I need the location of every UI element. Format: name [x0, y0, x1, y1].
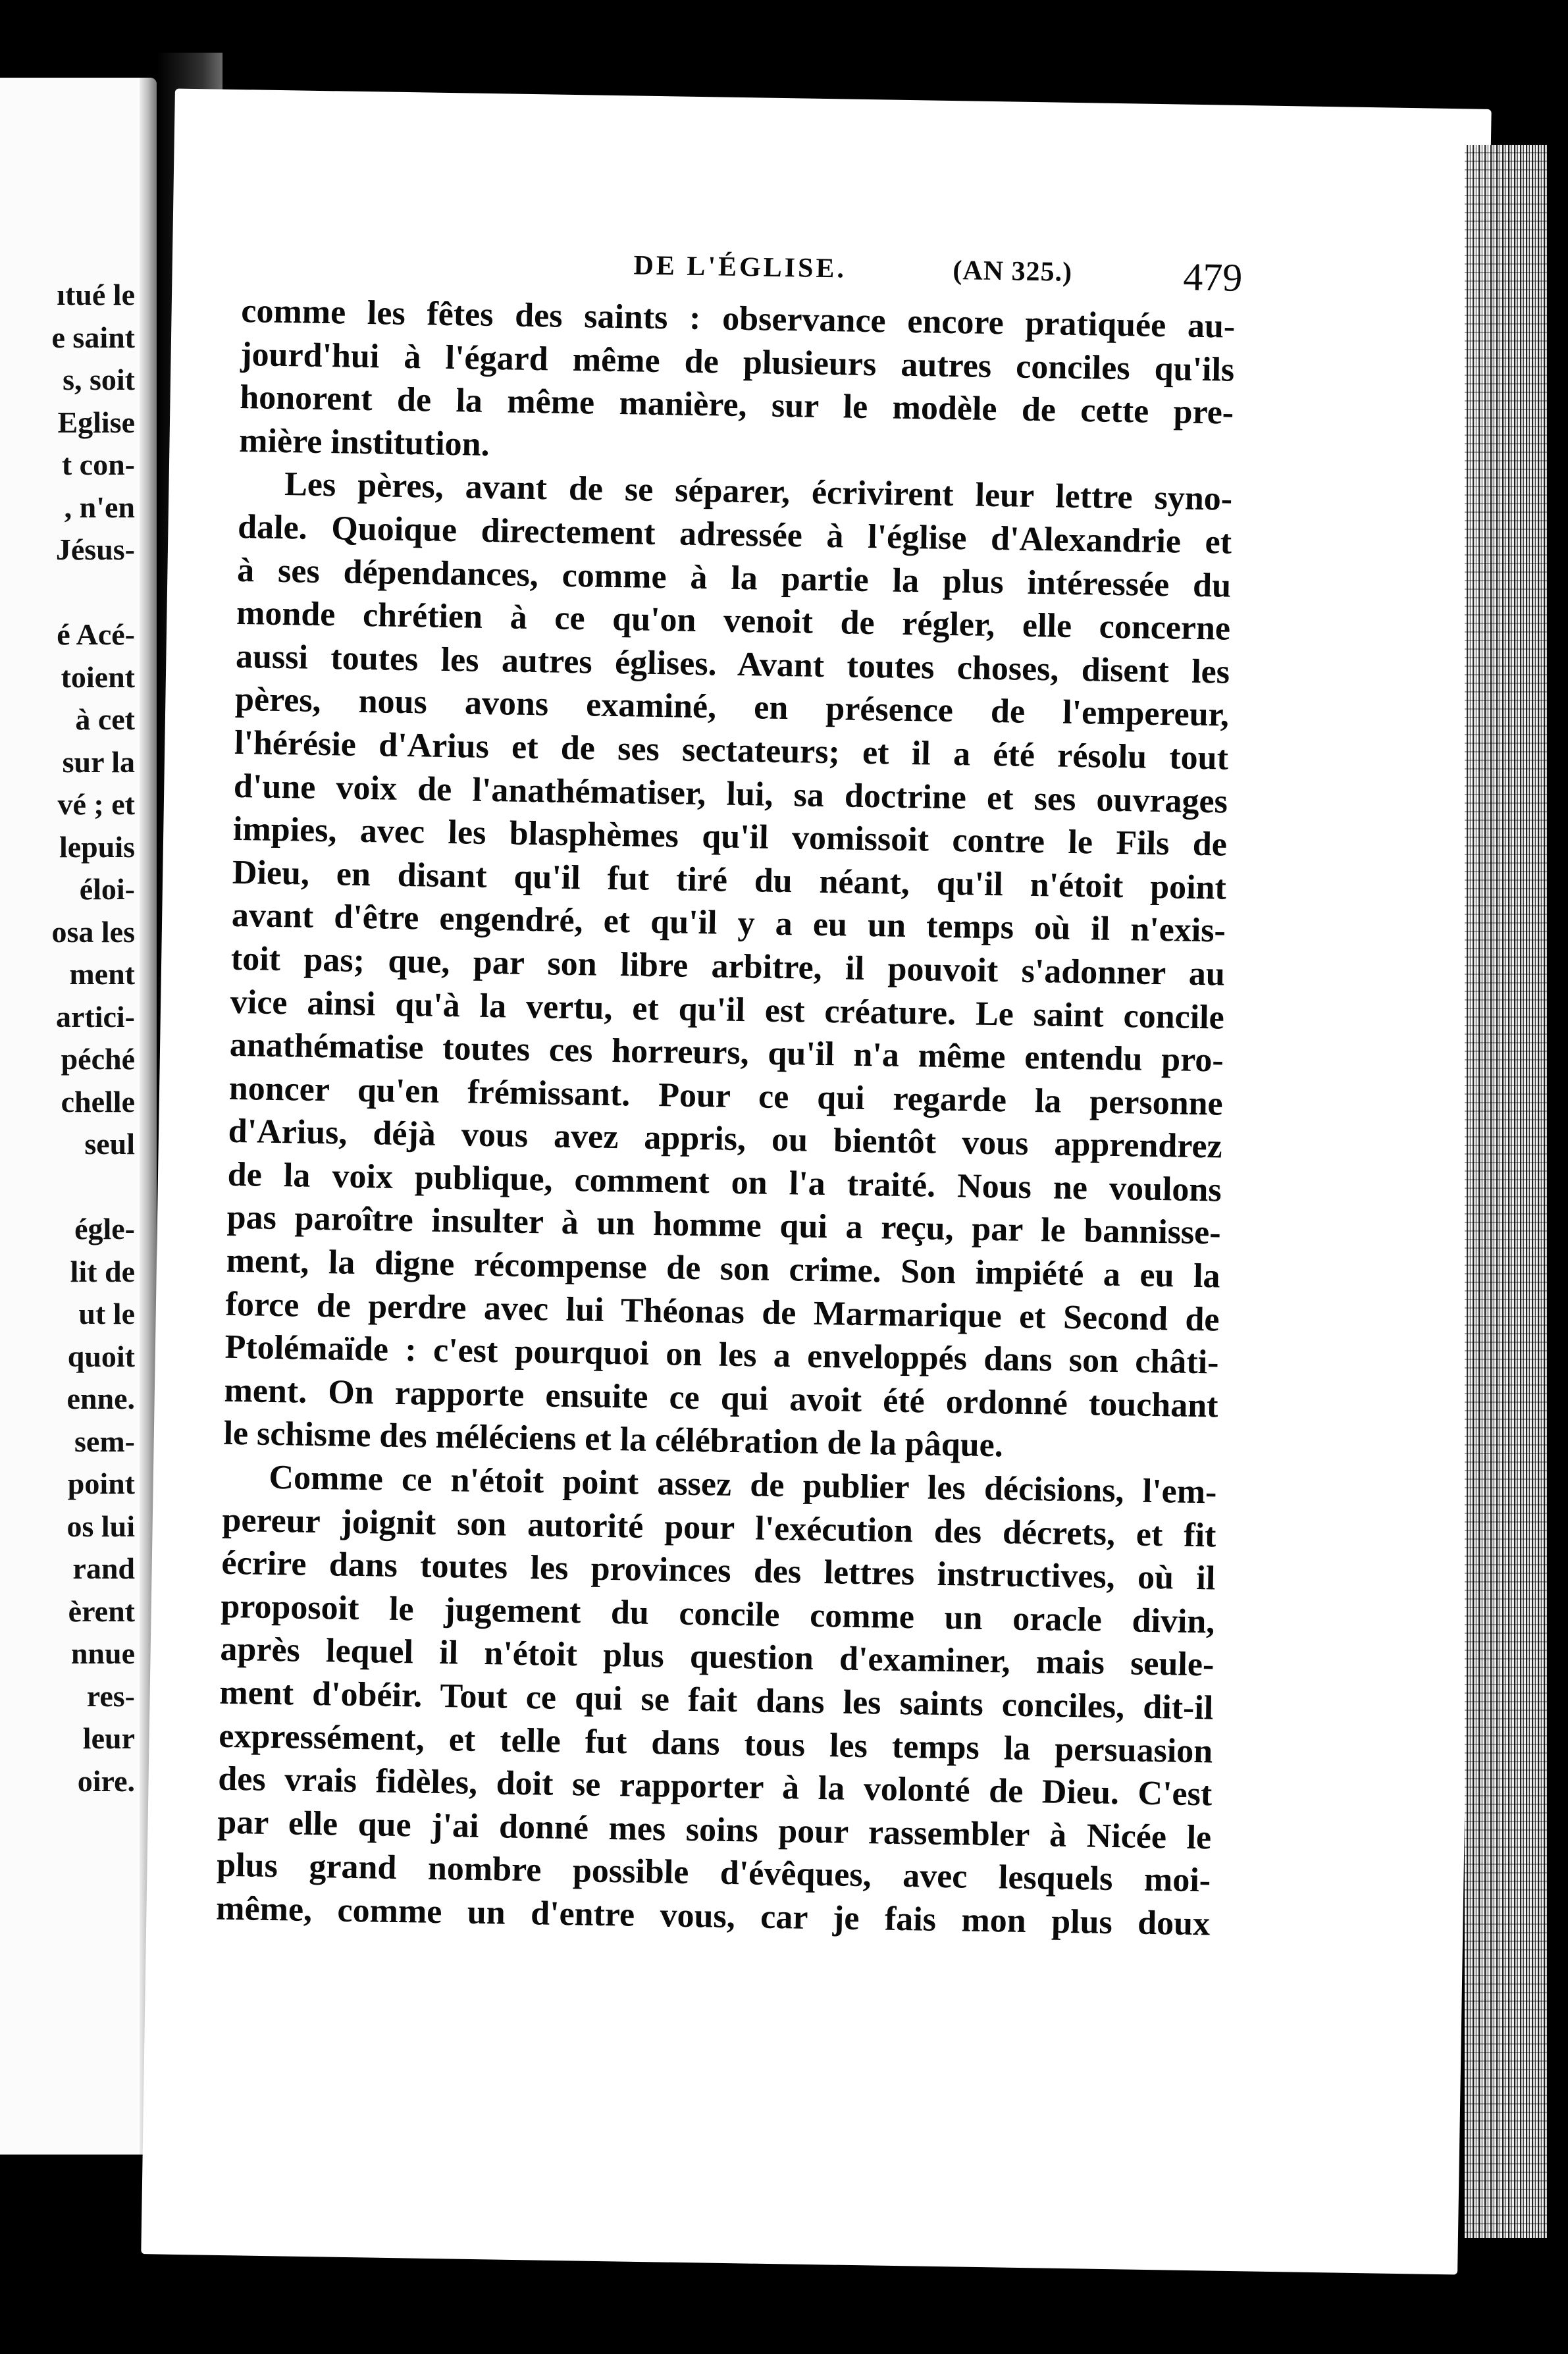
left-page-line: Eglise	[57, 405, 135, 439]
text-line: plus grand nombre possible d'évêques, avec lesquels moi-	[216, 1846, 1211, 1900]
left-page-line: à cet	[75, 702, 135, 736]
body-text	[216, 290, 1236, 1946]
left-page-fragment	[0, 78, 157, 2155]
page-edges-texture	[1465, 145, 1547, 2238]
text-line: toit pas; que, par son libre arbitre, il pouvoit s'adonner au	[230, 939, 1226, 993]
left-page-line: nnue	[70, 1636, 135, 1670]
text-line: même, comme un d'entre vous, car je fais mon plus doux	[215, 1889, 1211, 1943]
text-line: Ptolémaïde : c'est pourquoi on les a enveloppés dans son châti-	[224, 1328, 1219, 1382]
text-line: l'hérésie d'Arius et de ses sectateurs; et il a été résolu tout	[234, 723, 1229, 777]
text-line: monde chrétien à ce qu'on venoit de régler, elle concerne	[236, 594, 1231, 648]
running-title: DE L'ÉGLISE.	[633, 250, 847, 284]
text-line: anathématise toutes ces horreurs, qu'il n'a même entendu pro-	[229, 1026, 1224, 1080]
text-line: Dieu, en disant qu'il fut tiré du néant, qu'il n'étoit point	[232, 853, 1227, 907]
text-line: force de perdre avec lui Théonas de Marmarique et Second de	[225, 1285, 1220, 1339]
left-page-line: oire.	[77, 1764, 135, 1798]
left-page-line: sem-	[74, 1424, 135, 1458]
left-page-line	[0, 571, 135, 614]
left-page-line: ment	[69, 957, 135, 991]
text-line: à ses dépendances, comme à la partie la plus intéressée du	[236, 551, 1232, 605]
text-line: pas paroître insulter à un homme qui a reçu, par le bannisse-	[226, 1199, 1222, 1253]
left-page-line: ıtué le	[57, 278, 135, 311]
left-page-line: enne.	[66, 1382, 135, 1415]
left-page-line: lepuis	[59, 829, 135, 864]
left-page-line: rand	[72, 1552, 135, 1585]
text-line: ment. On rapporte ensuite ce qui avoit été ordonné touchant	[224, 1371, 1218, 1425]
text-line: jourd'hui à l'égard même de plusieurs autres conciles qu'ils	[240, 335, 1235, 389]
left-page-line	[0, 1166, 135, 1209]
text-line: d'une voix de l'anathématiser, lui, sa doctrine et ses ouvrages	[233, 767, 1228, 821]
text-line: mière institution.	[238, 421, 490, 463]
left-page-line: vé ; et	[57, 787, 135, 821]
running-year: (AN 325.)	[953, 255, 1073, 288]
text-line: ment d'obéir. Tout ce qui se fait dans les saints conciles, dit-il	[219, 1673, 1214, 1727]
left-page-line: égle-	[74, 1212, 135, 1245]
page-content	[215, 244, 1243, 1946]
text-line: Les pères, avant de se séparer, écrivirent leur lettre syno-	[284, 465, 1233, 519]
left-page-line: èrent	[68, 1594, 135, 1628]
text-line: comme les fêtes des saints : observance encore pratiquée au-	[240, 292, 1236, 346]
left-page-line: os lui	[66, 1509, 135, 1543]
left-page-line: res-	[86, 1679, 135, 1713]
left-page-line: , n'en	[64, 490, 135, 524]
text-line: des vrais fidèles, doit se rapporter à la volonté de Dieu. C'est	[217, 1760, 1213, 1814]
text-line: ment, la digne récompense de son crime. Son impiété a eu la	[226, 1242, 1220, 1295]
text-line: d'Arius, déjà vous avez appris, ou bientôt vous apprendrez	[228, 1112, 1223, 1166]
left-page-line: é Acé-	[57, 617, 135, 651]
text-line: pereur joignit son autorité pour l'exécution des décrets, et fit	[222, 1501, 1216, 1555]
left-page-line: s, soit	[63, 363, 135, 396]
left-page-line: Jésus-	[55, 533, 135, 566]
left-page-line: e saint	[51, 320, 135, 354]
text-line: noncer qu'en frémissant. Pour ce qui regarde la personne	[228, 1069, 1224, 1123]
text-line: proposoit le jugement du concile comme un oracle divin,	[221, 1587, 1215, 1641]
text-line: expressément, et telle fut dans tous les temps la persuasion	[218, 1717, 1213, 1771]
left-page-line: seul	[84, 1127, 135, 1161]
left-page-line: sur la	[62, 745, 135, 779]
text-line: de la voix publique, comment on l'a traité. Nous ne voulons	[227, 1155, 1222, 1209]
left-page-line: point	[67, 1467, 135, 1500]
left-page-line: éloi-	[79, 872, 135, 906]
text-line: le schisme des méléciens et la célébration de la pâque.	[223, 1415, 1004, 1465]
text-line: aussi toutes les autres églises. Avant toutes choses, disent les	[235, 637, 1230, 691]
left-page-line: leur	[82, 1721, 135, 1755]
text-line: dale. Quoique directement adressée à l'église d'Alexandrie et	[237, 508, 1232, 562]
text-line: après lequel il n'étoit plus question d'examiner, mais seule-	[220, 1631, 1215, 1684]
left-page-line: chelle	[61, 1084, 135, 1118]
left-page-text	[0, 274, 135, 1802]
text-line: honorent de la même manière, sur le modèle de cette pre-	[239, 379, 1234, 432]
left-page-line: t con-	[61, 448, 135, 481]
left-page-line: toient	[61, 660, 135, 694]
text-line: pères, nous avons examiné, en présence de l'empereur,	[234, 681, 1230, 734]
text-line: écrire dans toutes les provinces des lettres instructives, où il	[221, 1544, 1216, 1598]
text-line: avant d'être engendré, et qu'il y a eu un temps où il n'exis-	[231, 897, 1226, 950]
text-line: Comme ce n'étoit point assez de publier les décisions, l'em-	[269, 1458, 1217, 1511]
left-page-line: lit de	[70, 1254, 135, 1288]
left-page-line: péché	[61, 1042, 135, 1076]
left-page-line: quoit	[67, 1339, 135, 1373]
left-page-line: artici-	[55, 999, 135, 1033]
left-page-line: ut le	[78, 1297, 135, 1330]
text-line: impies, avec les blasphèmes qu'il vomissoit contre le Fils de	[232, 810, 1228, 864]
left-page-line: osa les	[51, 914, 135, 949]
text-line: par elle que j'ai donné mes soins pour rassembler à Nicée le	[217, 1803, 1212, 1857]
page-number: 479	[1182, 255, 1243, 300]
text-line: vice ainsi qu'à la vertu, et qu'il est créature. Le saint concile	[230, 983, 1225, 1037]
